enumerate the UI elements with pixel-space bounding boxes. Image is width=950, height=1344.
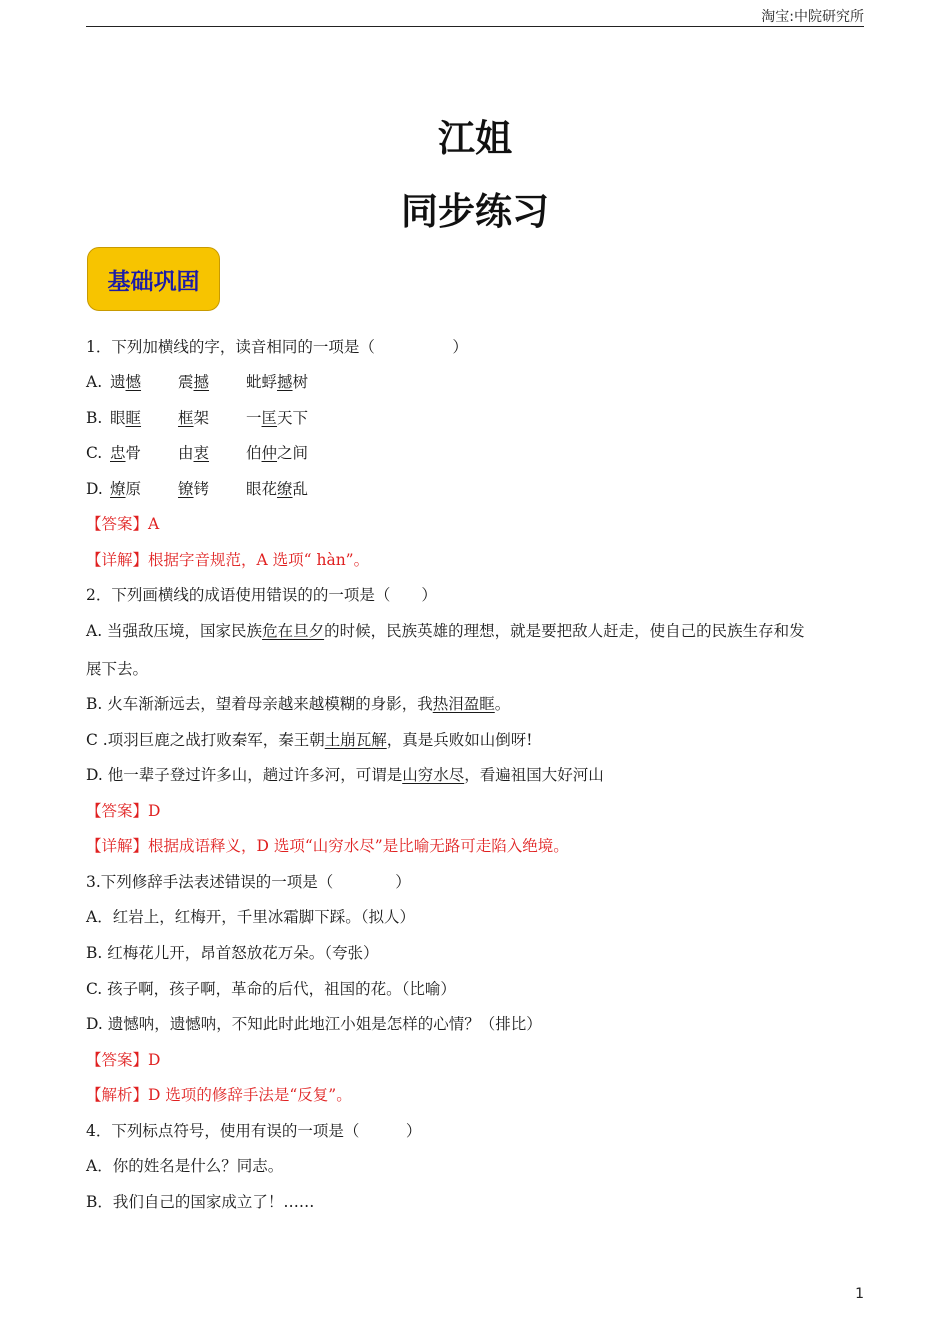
q3-option-c: C. 孩子啊，孩子啊，革命的后代，祖国的花。（比喻） [86,980,456,998]
page-number: 1 [855,1286,864,1302]
q1-answer: 【答案】A [86,515,160,533]
q4-option-b: B．我们自己的国家成立了！…… [86,1193,315,1211]
document-title: 江姐 [438,117,512,160]
q1-option-c: C.忠骨 由衷 伯仲之间 [86,444,309,462]
q3-detail: 【解析】D 选项的修辞手法是“反复”。 [86,1086,352,1104]
q3-answer: 【答案】D [86,1051,161,1069]
section-badge: 基础巩固 [87,247,220,311]
q3-option-a: A．红岩上，红梅开，千里冰霜脚下踩。（拟人） [86,908,415,926]
q2-option-d: D. 他一辈子登过许多山，趟过许多河，可谓是山穷水尽，看遍祖国大好河山 [86,766,604,784]
q3-stem: 3.下列修辞手法表述错误的一项是（ ） [86,873,411,891]
q1-option-d: D.燎原 镣铐 眼花缭乱 [86,480,309,498]
q2-option-b: B. 火车渐渐远去，望着母亲越来越模糊的身影，我热泪盈眶。 [86,695,511,713]
q2-option-c: C .项羽巨鹿之战打败秦军，秦王朝土崩瓦解，真是兵败如山倒呀! [86,731,533,749]
q2-answer: 【答案】D [86,802,161,820]
q2-detail: 【详解】根据成语释义，D 选项“山穷水尽”是比喻无路可走陷入绝境。 [86,837,569,855]
q4-stem: 4．下列标点符号，使用有误的一项是（ ） [86,1122,422,1140]
header-source-text: 淘宝:中院研究所 [761,9,864,25]
q1-option-b: B.眼眶 框架 一匡天下 [86,409,309,427]
q1-option-a: A.遗憾 震撼 蚍蜉撼树 [86,373,309,391]
q2-stem: 2．下列画横线的成语使用错误的的一项是（ ） [86,586,437,604]
page-header [86,0,864,27]
q4-option-a: A．你的姓名是什么？同志。 [86,1157,284,1175]
q1-stem: 1．下列加横线的字，读音相同的一项是（ ） [86,338,468,356]
document-subtitle: 同步练习 [401,190,549,233]
q1-detail: 【详解】根据字音规范，A 选项“ hàn”。 [86,551,370,569]
q2-option-a-cont: 展下去。 [86,660,149,678]
q3-option-d: D. 遗憾呐，遗憾呐，不知此时此地江小姐是怎样的心情？（排比） [86,1015,542,1033]
q2-option-a: A. 当强敌压境，国家民族危在旦夕的时候，民族英雄的理想，就是要把敌人赶走，使自己的民族生存和发 [86,622,805,640]
q3-option-b: B. 红梅花儿开，昂首怒放花万朵。（夸张） [86,944,379,962]
